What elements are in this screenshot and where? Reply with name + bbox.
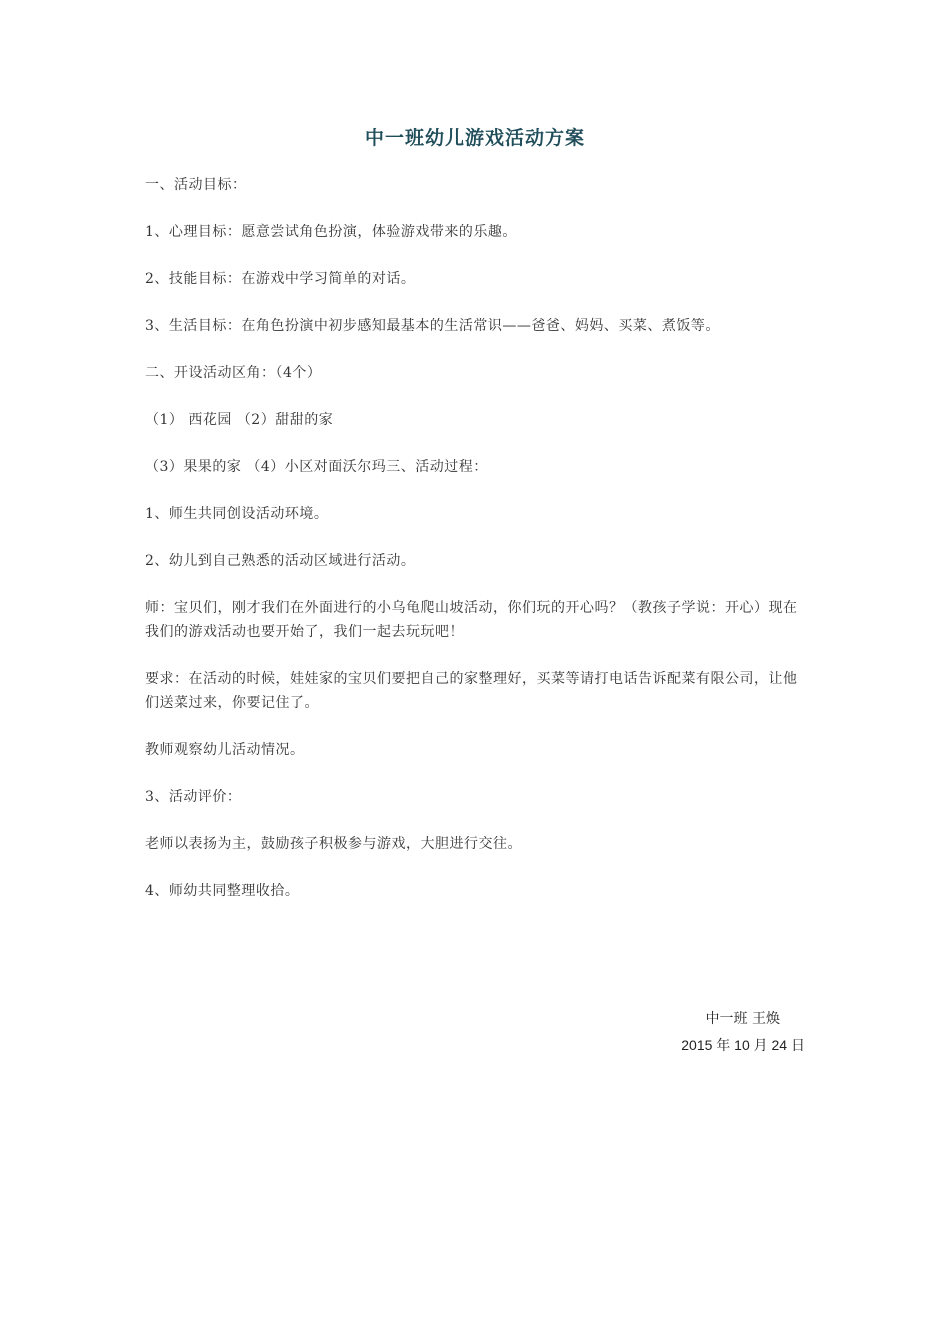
paragraph-goal-1: 1、心理目标：愿意尝试角色扮演，体验游戏带来的乐趣。 — [145, 224, 517, 240]
paragraph-observation: 教师观察幼儿活动情况。 — [145, 742, 305, 758]
signature-block — [620, 1006, 805, 1058]
paragraph-section-2-heading: 二、开设活动区角：（4个） — [145, 365, 322, 381]
paragraph-requirement: 要求：在活动的时候，娃娃家的宝贝们要把自己的家整理好，买菜等请打电话告诉配菜有限公司，让他们送菜过来，你要记住了。 — [145, 671, 798, 711]
paragraph-goal-3: 3、生活目标：在角色扮演中初步感知最基本的生活常识——爸爸、妈妈、买菜、煮饭等。 — [145, 318, 720, 334]
paragraph-teacher-speech: 师：宝贝们，刚才我们在外面进行的小乌龟爬山坡活动，你们玩的开心吗？（教孩子学说：开心）现在我们的游戏活动也要开始了，我们一起去玩玩吧！ — [145, 600, 798, 640]
paragraph-evaluation: 老师以表扬为主，鼓励孩子积极参与游戏，大胆进行交往。 — [145, 836, 522, 852]
paragraph-section-3-heading: 3、活动评价： — [145, 789, 242, 805]
paragraph-process-2: 2、幼儿到自己熟悉的活动区域进行活动。 — [145, 553, 416, 569]
paragraph-goal-2: 2、技能目标：在游戏中学习简单的对话。 — [145, 271, 416, 287]
document-body — [145, 173, 810, 926]
paragraph-section-1-heading: 一、活动目标： — [145, 177, 247, 193]
signature-name: 中一班 王焕 — [705, 1011, 780, 1027]
paragraph-section-4: 4、师幼共同整理收拾。 — [145, 883, 300, 899]
paragraph-area-3-4: （3）果果的家 （4）小区对面沃尔玛三、活动过程： — [145, 459, 488, 475]
signature-date: 2015 年 10 月 24 日 — [681, 1037, 805, 1053]
document-title: 中一班幼儿游戏活动方案 — [364, 127, 585, 149]
paragraph-process-1: 1、师生共同创设活动环境。 — [145, 506, 329, 522]
paragraph-area-1-2: （1） 西花园 （2）甜甜的家 — [145, 412, 334, 428]
